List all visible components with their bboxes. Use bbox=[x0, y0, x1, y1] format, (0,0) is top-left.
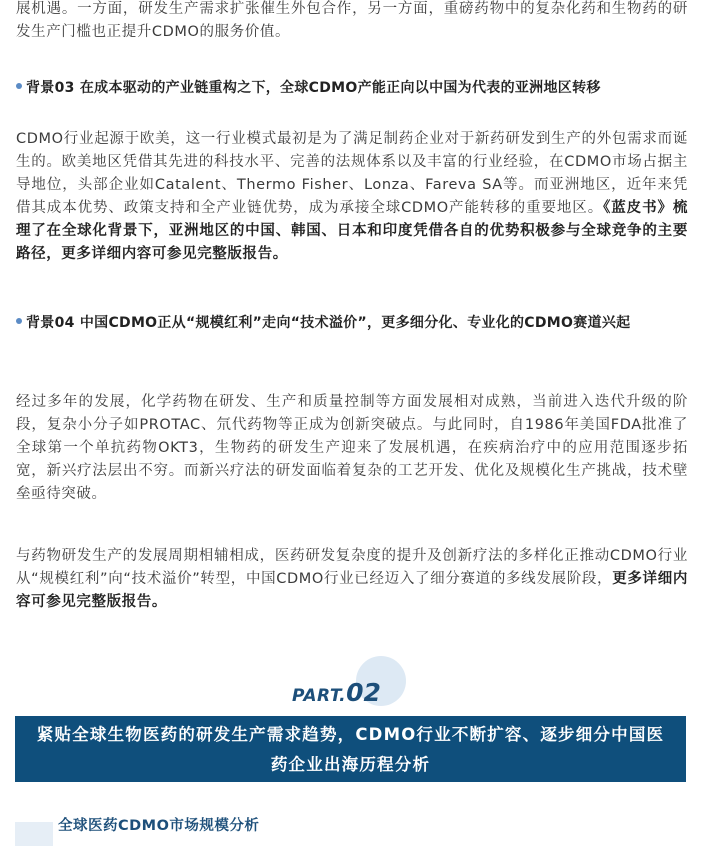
section-banner bbox=[15, 716, 686, 782]
paragraph-bold-text: 《蓝皮书》梳理了在全球化背景下，亚洲地区的中国、韩国、日本和印度凭借各自的优势积极参与全球竞争的主要路径，更多详细内容可参见完整版报告。 bbox=[16, 200, 688, 262]
paragraph-text: 经过多年的发展，化学药物在研发、生产和质量控制等方面发展相对成熟，当前进入迭代升级的阶段，复杂小分子如PROTAC、氘代药物等正成为创新突破点。与此同时，自1986年美国FDA批准了全球第一个单抗药物OKT3，生物药的研发生产迎来了发展机遇，在疾病治疗中的应用范围逐步拓宽，新兴疗法层出不穷。而新兴疗法的研发面临着复杂的工艺开发、优化及规模化生产挑战，技术壁垒亟待突破。 bbox=[16, 394, 688, 502]
paragraph-text: CDMO行业起源于欧美，这一行业模式最初是为了满足制药企业对于新药研发到生产的外包需求而诞生的。欧美地区凭借其先进的科技水平、完善的法规体系以及丰富的行业经验，在CDMO市场占据主导地位，头部企业如Catalent、Thermo Fisher、Lonza、Fareva SA等。而亚洲地区，近年来凭借其成本优势、政策支持和全产业链优势，成为承接全球CDMO产能转移的重要地区。 bbox=[16, 131, 688, 216]
part-number: 02 bbox=[346, 678, 381, 707]
paragraph-cdmo-origin bbox=[16, 128, 688, 266]
subsection-accent-block bbox=[15, 822, 53, 846]
section-heading-text: 背景04 中国CDMO正从“规模红利”走向“技术溢价”，更多细分化、专业化的CDMO赛道兴起 bbox=[26, 315, 631, 331]
section-heading-text: 背景03 在成本驱动的产业链重构之下，全球CDMO产能正向以中国为代表的亚洲地区转移 bbox=[26, 80, 601, 96]
bullet-dot-icon bbox=[16, 318, 22, 324]
part-prefix: PART. bbox=[292, 686, 347, 706]
section-heading-04 bbox=[16, 310, 688, 337]
subsection-title: 全球医药CDMO市场规模分析 bbox=[58, 818, 260, 834]
bullet-dot-icon bbox=[16, 83, 22, 89]
part-marker bbox=[0, 652, 704, 712]
paragraph-text: 与药物研发生产的发展周期相辅相成，医药研发复杂度的提升及创新疗法的多样化正推动CDMO行业从“规模红利”向“技术溢价”转型，中国CDMO行业已经迈入了细分赛道的多线发展阶段， bbox=[16, 548, 688, 587]
paragraph-bold-text: 更多详细内容可参见完整版报告。 bbox=[16, 571, 689, 610]
banner-title: 紧贴全球生物医药的研发生产需求趋势，CDMO行业不断扩容、逐步细分中国医药企业出海历程分析 bbox=[36, 725, 665, 774]
paragraph-text: 展机遇。一方面，研发生产需求扩张催生外包合作，另一方面，重磅药物中的复杂化药和生物药的研发生产门槛也正提升CDMO的服务价值。 bbox=[16, 1, 688, 40]
part-label bbox=[292, 678, 381, 707]
paragraph-intro-end bbox=[16, 0, 688, 44]
section-heading-03 bbox=[16, 75, 688, 102]
paragraph-development bbox=[16, 391, 688, 506]
paragraph-transformation bbox=[16, 545, 688, 614]
